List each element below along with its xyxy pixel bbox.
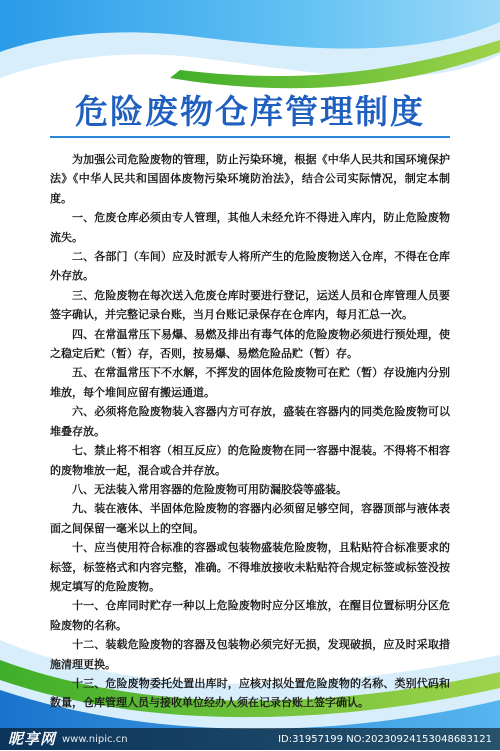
clause-1: 一、危废仓库必须由专人管理，其他人未经允许不得进入库内，防止危险废物流失。 <box>50 211 450 244</box>
watermark-url: www.nipic.cn <box>62 734 128 745</box>
title-divider <box>50 136 450 138</box>
clause-5: 五、在常温常压下不水解，不挥发的固体危险废物可在贮（暂）存设施内分别堆放，每个堆间应留有搬运通道。 <box>50 366 450 399</box>
intro-paragraph: 为加强公司危险废物的管理，防止污染环境，根据《中华人民共和国环境保护法》《中华人民共和国固体废物污染环境防治法》，结合公司实际情况，制定本制度。 <box>50 153 450 205</box>
watermark-id: ID:31957199 NO:20230924153048683121 <box>278 734 492 745</box>
clause-11: 十一、仓库同时贮存一种以上危险废物时应分区堆放，在醒目位置标明分区危险废物的名称。 <box>50 599 450 632</box>
watermark-bar <box>0 728 500 750</box>
clause-4: 四、在常温常压下易爆、易燃及排出有毒气体的危险废物必须进行预处理，使之稳定后贮（暂）存，否则，按易爆、易燃危险品贮（暂）存。 <box>50 327 450 361</box>
clause-12: 十二、装载危险废物的容器及包装物必须完好无损，发现破损，应及时采取措施清理更换。 <box>50 638 450 671</box>
clause-8: 八、无法装入常用容器的危险废物可用防漏胶袋等盛装。 <box>72 482 347 496</box>
clause-13: 十三、危险废物委托处置出库时，应核对拟处置危险废物的名称、类别代码和数量，仓库管理人员与接收单位经办人须在记录台账上签字确认。 <box>50 676 450 710</box>
clause-2: 二、各部门（车间）应及时派专人将所产生的危险废物送入仓库，不得在仓库外存放。 <box>50 250 450 283</box>
regulation-body <box>50 150 450 713</box>
clause-6: 六、必须将危险废物装入容器内方可存放，盛装在容器内的同类危险废物可以堆叠存放。 <box>50 405 450 438</box>
clause-3: 三、危险废物在每次送入危废仓库时要进行登记，运送人员和仓库管理人员要签字确认，并完整记录台账，当月台账记录保存在仓库内，每月汇总一次。 <box>50 288 450 322</box>
clause-9: 九、装在液体、半固体危险废物的容器内必须留足够空间，容器顶部与液体表面之间保留一毫米以上的空间。 <box>50 502 450 535</box>
clause-7: 七、禁止将不相容（相互反应）的危险废物在同一容器中混装。不得将不相容的废物堆放一起，混合或合并存放。 <box>50 444 450 477</box>
watermark-logo: 昵享网 <box>8 730 57 748</box>
clause-10: 十、应当使用符合标准的容器或包装物盛装危险废物，且粘贴符合标准要求的标签，标签格式和内容完整，准确。不得堆放接收未粘贴符合规定标签或标签没按规定填写的危险废物。 <box>50 541 450 593</box>
page-title: 危险废物仓库管理制度 <box>75 92 425 131</box>
